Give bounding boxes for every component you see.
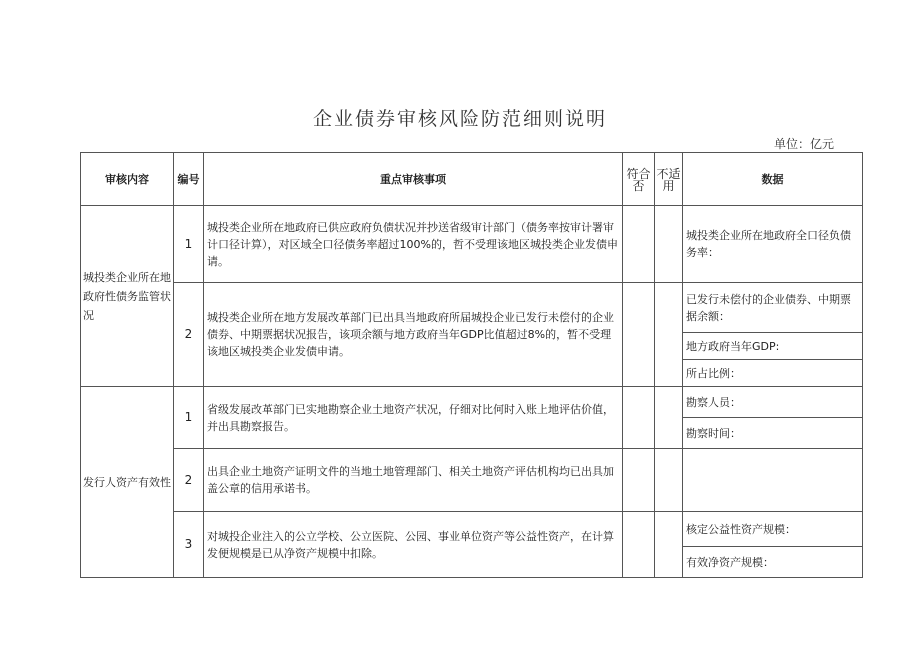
page-title: 企业债券审核风险防范细则说明 [312,108,607,130]
data-cell[interactable]: 勘察时间： [683,418,863,449]
na-cell[interactable] [655,387,683,449]
table-row [81,283,863,333]
na-cell[interactable] [655,512,683,578]
comply-cell[interactable] [623,449,655,512]
data-cell[interactable]: 有效净资产规模： [683,547,863,578]
unit-label: 单位：亿元 [773,137,834,151]
row-number: 1 [174,206,204,283]
data-cell[interactable]: 已发行未偿付的企业债券、中期票据余额： [683,283,863,333]
data-cell[interactable]: 地方政府当年GDP: [683,333,863,360]
na-cell[interactable] [655,449,683,512]
comply-cell[interactable] [623,387,655,449]
table-row [81,206,863,283]
header-number: 编号 [174,153,204,206]
review-item: 省级发展改革部门已实地勘察企业土地资产状况，仔细对比何时入账上地评估价值，并出具勘察报告。 [204,387,623,449]
data-cell[interactable]: 所占比例： [683,360,863,387]
table-row [81,387,863,418]
row-number: 2 [174,449,204,512]
data-cell[interactable]: 城投类企业所在地政府全口径负债务率： [683,206,863,283]
review-item: 城投类企业所在地政府已供应政府负债状况并抄送省级审计部门（债务率按审计署审计口径计算），对区域全口径债务率超过100%的，哲不受理该地区城投类企业发债申请。 [204,206,623,283]
header-content: 审核内容 [81,153,174,206]
header-row [81,153,863,206]
table-row [81,512,863,547]
review-item: 城投类企业所在地方发展改革部门已出具当地政府所届城投企业已发行未偿付的企业债券、中期票据状况报告，该项余额与地方政府当年GDP比值超过8%的，暂不受理该地区城投类企业发债申请。 [204,283,623,387]
row-number: 2 [174,283,204,387]
header-na: 不适用 [655,153,683,206]
review-item: 出具企业土地资产证明文件的当地土地管理部门、相关土地资产评估机构均已出具加盖公章的信用承诺书。 [204,449,623,512]
na-cell[interactable] [655,283,683,387]
table-row [81,449,863,512]
header-comply: 符合否 [623,153,655,206]
comply-cell[interactable] [623,512,655,578]
data-cell[interactable]: 勘察人员： [683,387,863,418]
row-number: 3 [174,512,204,578]
category-cell: 发行人资产有效性 [81,387,174,578]
data-cell[interactable]: 核定公益性资产规模： [683,512,863,547]
data-cell[interactable] [683,449,863,512]
row-number: 1 [174,387,204,449]
header-data: 数据 [683,153,863,206]
category-cell: 城投类企业所在地政府性债务监管状况 [81,206,174,387]
header-item: 重点审核事项 [204,153,623,206]
na-cell[interactable] [655,206,683,283]
comply-cell[interactable] [623,283,655,387]
review-item: 对城投企业注入的公立学校、公立医院、公园、事业单位资产等公益性资产，在计算发便规模是已从净资产规模中扣除。 [204,512,623,578]
review-table [80,152,863,578]
comply-cell[interactable] [623,206,655,283]
